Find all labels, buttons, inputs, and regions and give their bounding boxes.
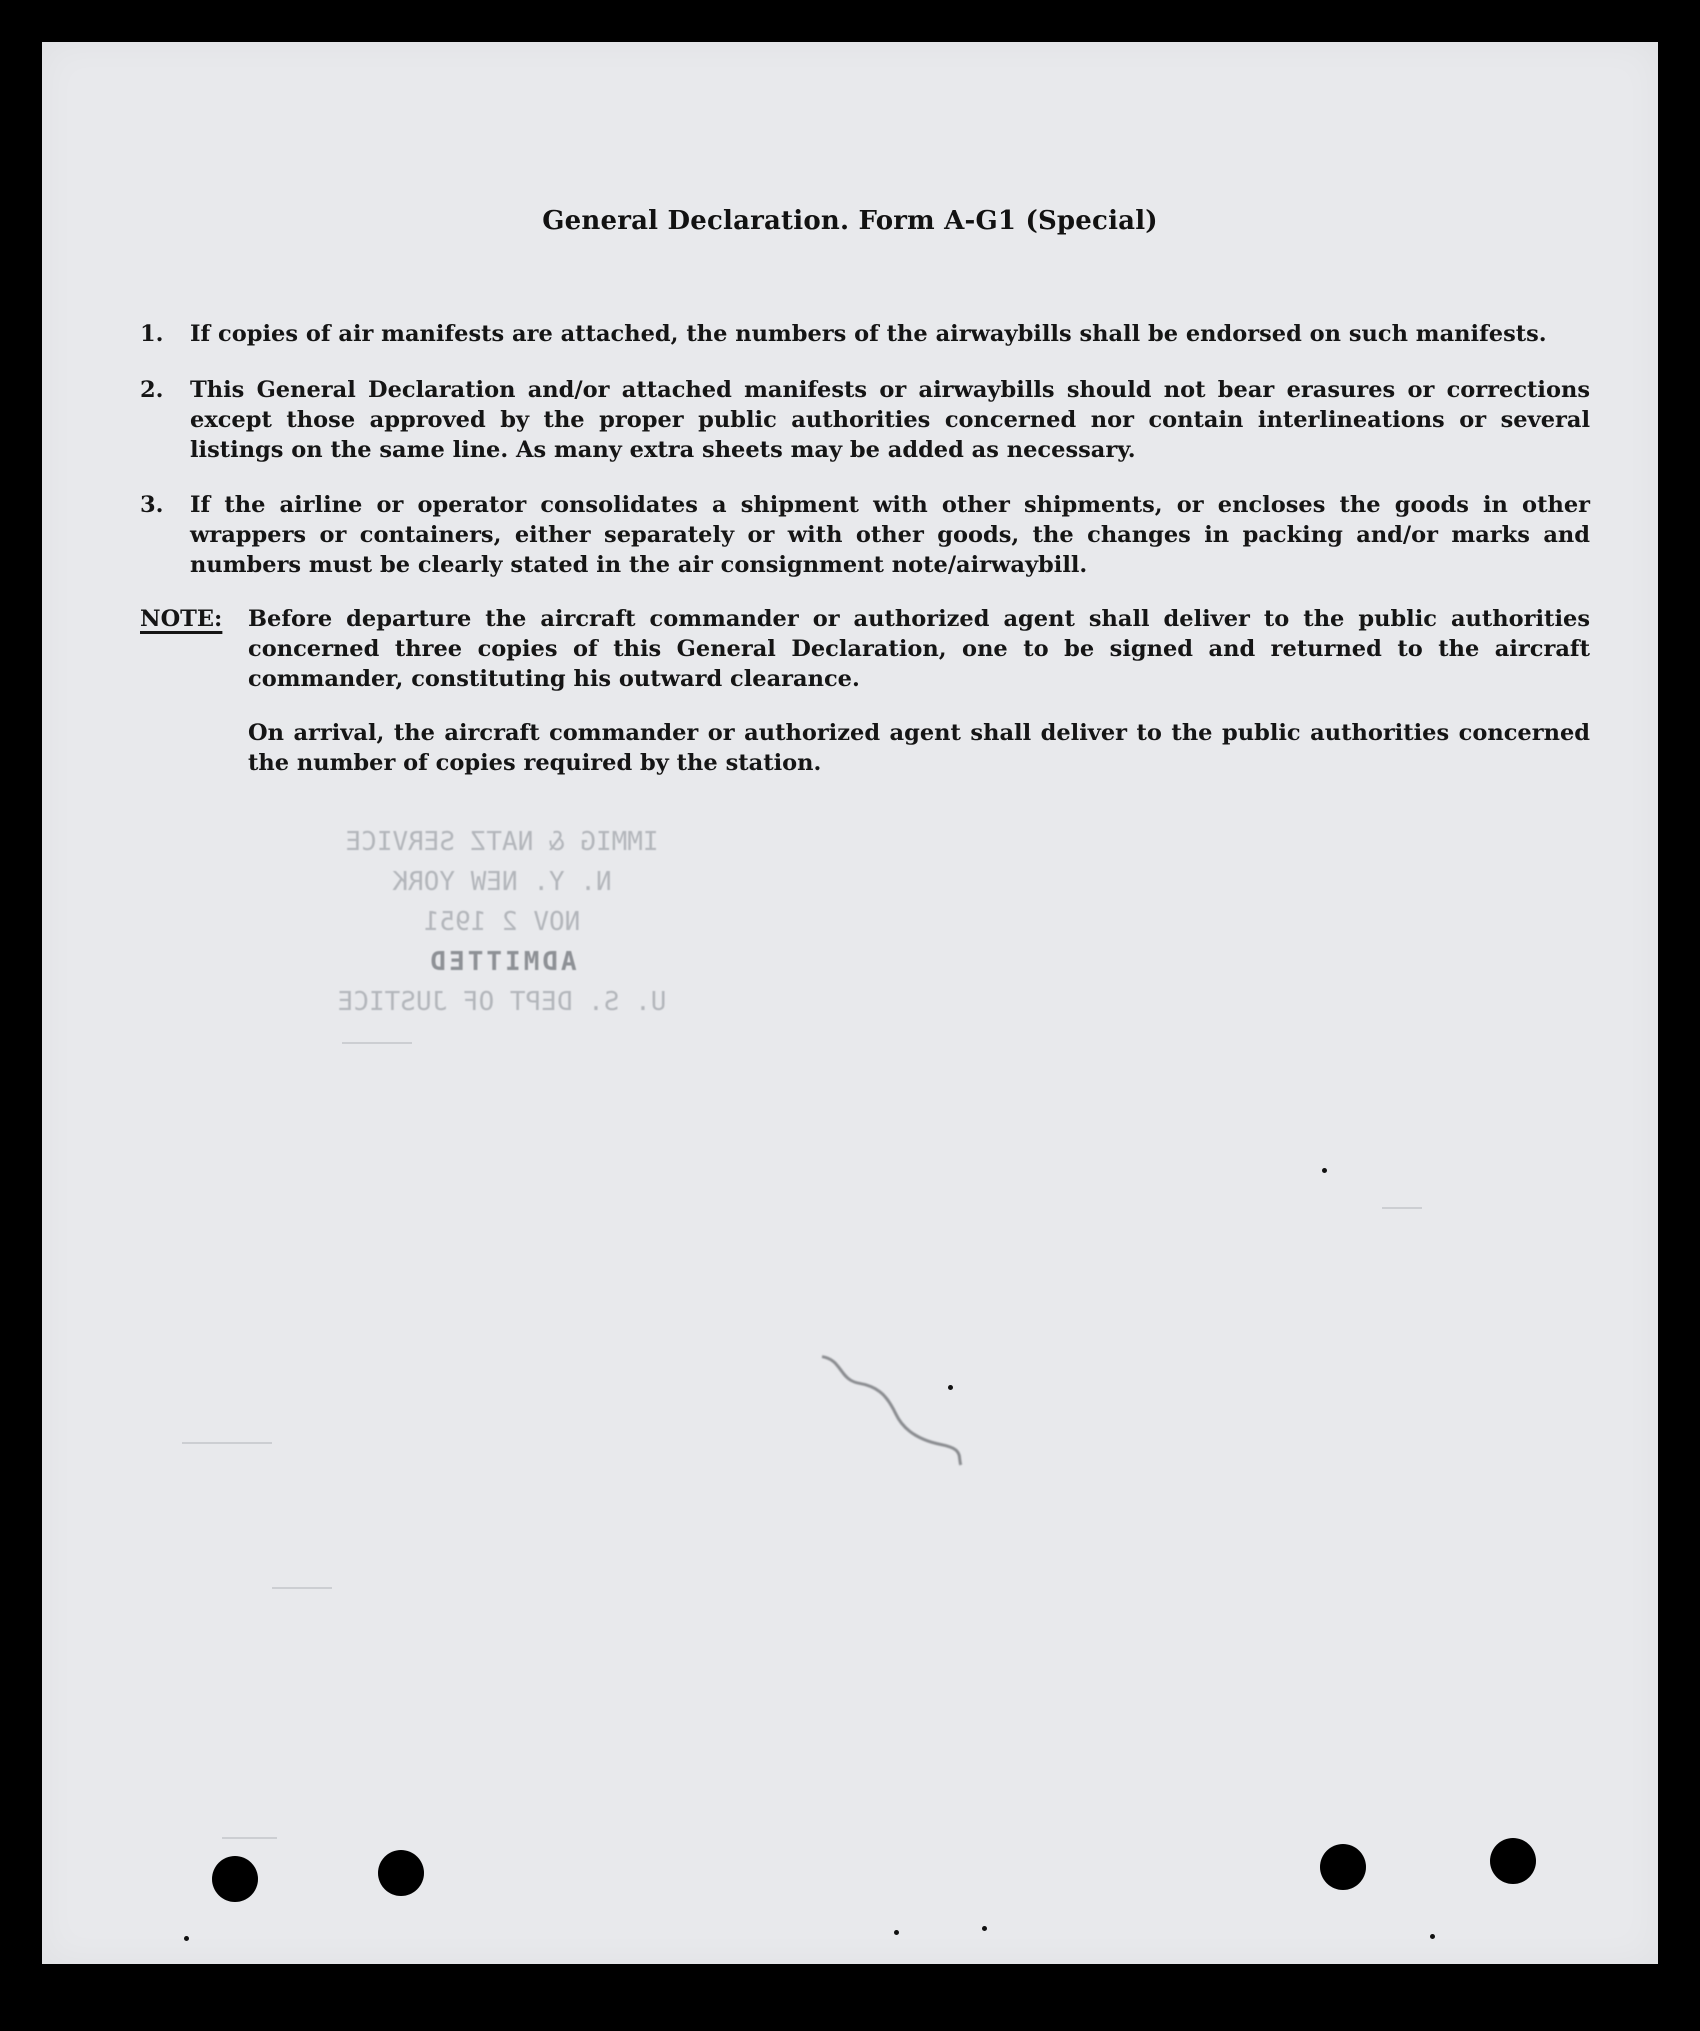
paper-speck <box>894 1930 899 1935</box>
stamp-line-2: N. Y. NEW YORK <box>392 867 612 897</box>
bleed-through-mark <box>182 1442 272 1444</box>
note-paragraph-1: Before departure the aircraft commander or authorized agent shall deliver to the public authorities concerned three copies of this General Declaration, one to be signed and returned to the aircraft commander, constituting his outward clearance. <box>248 606 1590 692</box>
admitted-stamp <box>332 822 672 1022</box>
instruction-item-1 <box>140 319 1590 349</box>
paper-speck <box>948 1385 953 1390</box>
bleed-through-mark <box>1382 1207 1422 1209</box>
note-paragraph-2: On arrival, the aircraft commander or authorized agent shall deliver to the public authorities concerned the number of copies required by the station. <box>248 720 1590 776</box>
bleed-through-mark <box>222 1837 277 1839</box>
item-number: 1. <box>140 321 164 347</box>
paper-speck <box>982 1926 987 1931</box>
punch-hole <box>378 1850 424 1896</box>
paper-speck <box>1430 1934 1435 1939</box>
stamp-line-3: NOV 2 1951 <box>423 907 581 937</box>
paper-speck <box>184 1936 189 1941</box>
item-number: 3. <box>140 492 164 518</box>
instruction-item-3 <box>140 490 1590 580</box>
stamp-line-5: U. S. DEPT OF JUSTICE <box>337 987 667 1017</box>
note-section <box>140 604 1590 694</box>
document-page <box>42 42 1658 1964</box>
item-text: This General Declaration and/or attached manifests or airwaybills should not bear erasures or corrections except those approved by the proper public authorities concerned nor contain interlineations or several listings on the same line. As many extra sheets may be added as necessary. <box>190 377 1590 463</box>
note-section-continued <box>140 718 1590 778</box>
stamp-line-1: IMMIG & NATZ SERVICE <box>345 827 659 857</box>
paper-speck <box>1322 1168 1327 1173</box>
torn-corner-mark <box>1520 1972 1560 2008</box>
instruction-item-2 <box>140 375 1590 465</box>
punch-hole <box>1320 1844 1366 1890</box>
stamp-line-4: ADMITTED <box>427 947 577 977</box>
document-title: General Declaration. Form A-G1 (Special) <box>542 206 1158 236</box>
punch-hole <box>1490 1838 1536 1884</box>
faint-signature <box>813 1344 971 1475</box>
bleed-through-mark <box>272 1587 332 1589</box>
item-number: 2. <box>140 377 164 403</box>
item-text: If copies of air manifests are attached, the numbers of the airwaybills shall be endorsed on such manifests. <box>190 321 1547 347</box>
note-label: NOTE: <box>140 606 223 632</box>
punch-hole <box>212 1856 258 1902</box>
item-text: If the airline or operator consolidates a shipment with other shipments, or encloses the goods in other wrappers or containers, either separately or with other goods, the changes in packing and/or marks and numbers must be clearly stated in the air consignment note/airwaybill. <box>190 492 1590 578</box>
bleed-through-mark <box>342 1042 412 1044</box>
